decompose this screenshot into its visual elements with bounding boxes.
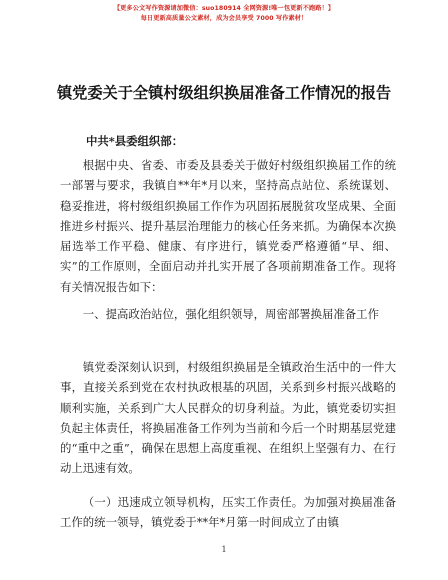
promo-banner-line-2: 每日更新高质量公文素材，成为会员享受 7000 写作素材！: [140, 15, 308, 22]
body-paragraph-subsection-1: （一）迅速成立领导机构，压实工作责任。为加强对换届准备工作的统一领导，镇党委于**年*月第一时间成立了由镇: [60, 495, 396, 530]
promo-banner: [0, 4, 448, 24]
section-heading-1: 一、提高政治站位，强化组织领导，周密部署换届准备工作: [82, 307, 379, 321]
promo-banner-line-1: 【更多公文写作资源请加微信：suo180914 全网资源!唯一包更新不跑路！】: [113, 5, 335, 12]
body-paragraph-section-1: 镇党委深刻认识到，村级组织换届是全镇政治生活中的一件大事，直接关系到党在农村执政根基的巩固，关系到乡村振兴战略的顺利实施，关系到广大人民群众的切身利益。为此，镇党委切实担负起主体责任，将换届准备工作列为当前和今后一个时期基层党建的“重中之重”，确保在思想上高度重视、在组织上坚强有力、在行动上迅速有效。: [60, 360, 396, 476]
body-paragraph-intro: 根据中央、省委、市委及县委关于做好村级组织换届工作的统一部署与要求，我镇自**年*月以来，坚持高点站位、系统谋划、稳妥推进，将村级组织换届工作作为巩固拓展脱贫攻坚成果、全面推进乡村振兴、提升基层治理能力的核心任务来抓。为确保本次换届选举工作平稳、健康、有序进行，镇党委严格遵循“早、细、实”的工作原则，全面启动并扎实开展了各项前期准备工作。现将有关情况报告如下：: [60, 158, 396, 294]
document-title: 镇党委关于全镇村级组织换届准备工作情况的报告: [56, 84, 392, 102]
addressee: 中共*县委组织部：: [86, 134, 184, 148]
page-number: 1: [221, 545, 227, 554]
